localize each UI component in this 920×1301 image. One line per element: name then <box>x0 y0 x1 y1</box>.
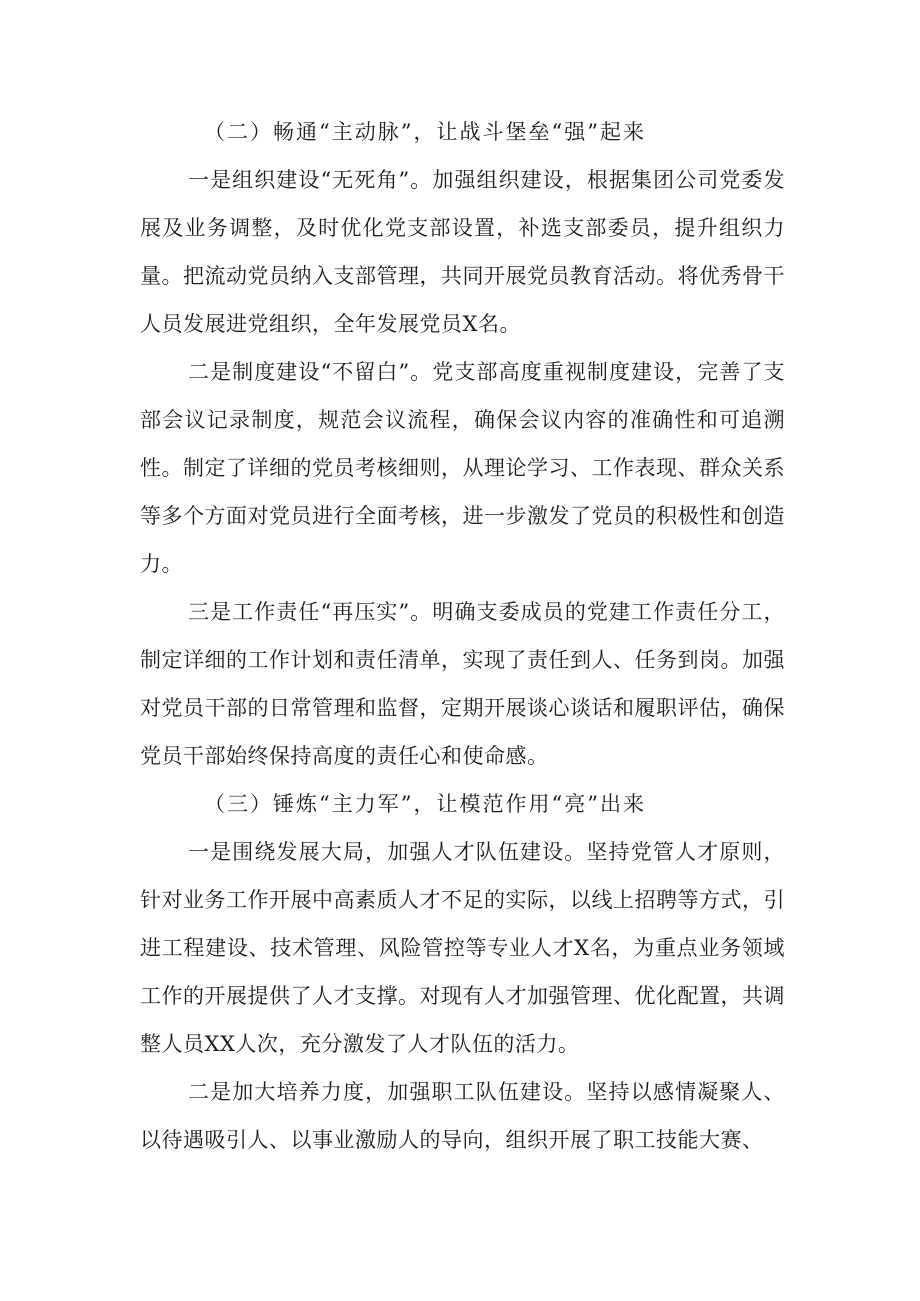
paragraph: 一是围绕发展大局，加强人才队伍建设。坚持党管人才原则，针对业务工作开展中高素质人才不足的实际，以线上招聘等方式，引进工程建设、技术管理、风险管控等专业人才X名，为重点业务领域工作的开展提供了人才支撑。对现有人才加强管理、优化配置，共调整人员XX人次，充分激发了人才队伍的活力。 <box>140 840 785 1056</box>
paragraph: 三是工作责任“再压实”。明确支委成员的党建工作责任分工，制定详细的工作计划和责任清单，实现了责任到人、任务到岗。加强对党员干部的日常管理和监督，定期开展谈心谈话和履职评估，确保党员干部始终保持高度的责任心和使命感。 <box>140 600 785 768</box>
document-body <box>140 108 785 1164</box>
paragraph: 一是组织建设“无死角”。加强组织建设，根据集团公司党委发展及业务调整，及时优化党支部设置，补选支部委员，提升组织力量。把流动党员纳入支部管理，共同开展党员教育活动。将优秀骨干人员发展进党组织，全年发展党员X名。 <box>140 168 785 336</box>
paragraph: 二是加大培养力度，加强职工队伍建设。坚持以感情凝聚人、以待遇吸引人、以事业激励人的导向，组织开展了职工技能大赛、 <box>140 1080 785 1152</box>
section-heading-2: （二）畅通“主动脉”，让战斗堡垒“强”起来 <box>204 120 646 144</box>
paragraph: 二是制度建设“不留白”。党支部高度重视制度建设，完善了支部会议记录制度，规范会议流程，确保会议内容的准确性和可追溯性。制定了详细的党员考核细则，从理论学习、工作表现、群众关系等多个方面对党员进行全面考核，进一步激发了党员的积极性和创造力。 <box>140 360 785 576</box>
section-heading-3: （三）锤炼“主力军”，让模范作用“亮”出来 <box>204 792 646 816</box>
